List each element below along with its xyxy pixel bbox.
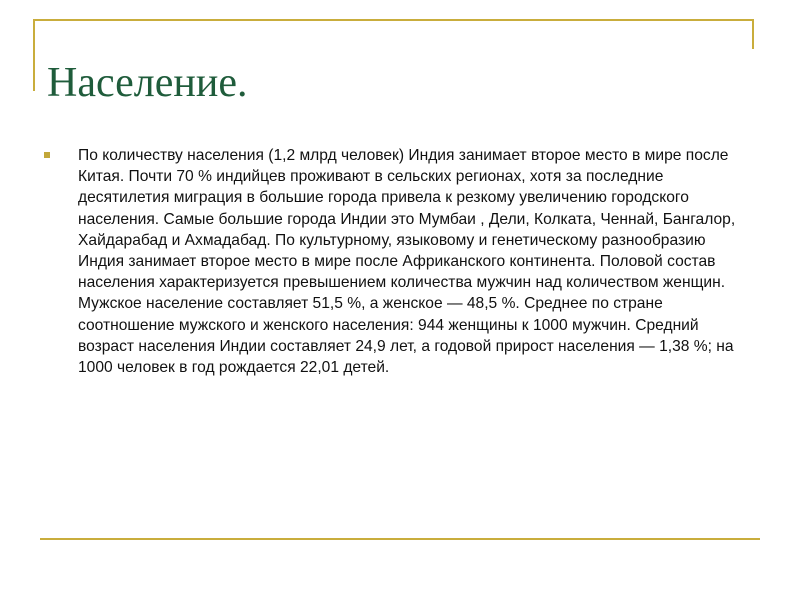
frame-bottom-line (40, 538, 760, 540)
bullet-text: По количеству населения (1,2 млрд человек) Индия занимает второе место в мире после Китая. Почти 70 % индийцев проживают в сельских регионах, хотя за последние десятилетия миграция в большие города привела к резкому увеличению городского населения. Самые большие города Индии это Мумбаи , Дели, Колката, Ченнай, Бангалор, Хайдарабад и Ахмадабад. По культурному, языковому и генетическому разнообразию Индия занимает второе место в мире после Африканского континента. Половой состав населения характеризуется превышением количества мужчин над количеством женщин. Мужское население составляет 51,5 %, а женское — 48,5 %. Среднее по стране соотношение мужского и женского населения: 944 женщины к 1000 мужчин. Средний возраст населения Индии составляет 24,9 лет, а годовой прирост населения — 1,38 %; на 1000 человек в год рождается 22,01 детей. (78, 147, 736, 377)
slide-title: Население. (47, 60, 248, 106)
square-bullet-icon (44, 152, 50, 158)
frame-top-line (33, 19, 754, 21)
frame-left-line (33, 19, 35, 91)
frame-right-line (752, 19, 754, 49)
